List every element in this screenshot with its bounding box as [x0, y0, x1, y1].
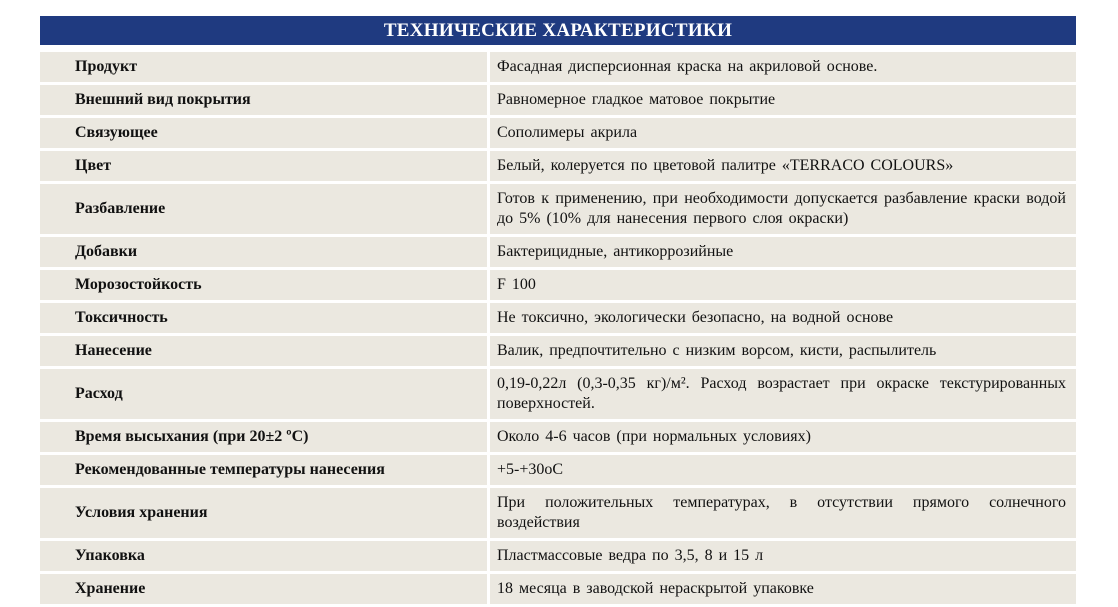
param-value: Белый, колеруется по цветовой палитре «TERRACO COLOURS» [490, 151, 1076, 184]
param-value: 18 месяца в заводской нераскрытой упаковке [490, 574, 1076, 607]
param-value: При положительных температурах, в отсутствии прямого солнечного воздействия [490, 488, 1076, 541]
table-title: ТЕХНИЧЕСКИЕ ХАРАКТЕРИСТИКИ [40, 16, 1076, 45]
param-value: Сополимеры акрила [490, 118, 1076, 151]
table-row [40, 52, 1076, 85]
param-value: Равномерное гладкое матовое покрытие [490, 85, 1076, 118]
param-label: Разбавление [40, 184, 490, 237]
table-row [40, 574, 1076, 607]
param-label: Продукт [40, 52, 490, 85]
param-value: Валик, предпочтительно с низким ворсом, кисти, распылитель [490, 336, 1076, 369]
param-label: Морозостойкость [40, 270, 490, 303]
table-row [40, 422, 1076, 455]
spec-table [40, 52, 1076, 607]
table-row [40, 336, 1076, 369]
table-row [40, 541, 1076, 574]
table-row [40, 270, 1076, 303]
table-row [40, 455, 1076, 488]
param-label: Добавки [40, 237, 490, 270]
table-row [40, 488, 1076, 541]
param-label: Рекомендованные температуры нанесения [40, 455, 490, 488]
spec-table-container [40, 16, 1076, 607]
table-row [40, 237, 1076, 270]
param-value: Не токсично, экологически безопасно, на водной основе [490, 303, 1076, 336]
param-value: F 100 [490, 270, 1076, 303]
param-label: Внешний вид покрытия [40, 85, 490, 118]
param-value: Пластмассовые ведра по 3,5, 8 и 15 л [490, 541, 1076, 574]
table-row [40, 118, 1076, 151]
table-row [40, 303, 1076, 336]
param-value: Готов к применению, при необходимости допускается разбавление краски водой до 5% (10% для нанесения первого слоя окраски) [490, 184, 1076, 237]
param-value: Фасадная дисперсионная краска на акриловой основе. [490, 52, 1076, 85]
param-label: Нанесение [40, 336, 490, 369]
param-label: Цвет [40, 151, 490, 184]
param-label: Упаковка [40, 541, 490, 574]
param-label: Условия хранения [40, 488, 490, 541]
param-label: Расход [40, 369, 490, 422]
param-value: +5-+30оС [490, 455, 1076, 488]
table-row [40, 369, 1076, 422]
table-row [40, 151, 1076, 184]
param-label: Время высыхания (при 20±2 ºС) [40, 422, 490, 455]
param-label: Хранение [40, 574, 490, 607]
param-value: Около 4-6 часов (при нормальных условиях) [490, 422, 1076, 455]
param-value: Бактерицидные, антикоррозийные [490, 237, 1076, 270]
param-label: Связующее [40, 118, 490, 151]
param-label: Токсичность [40, 303, 490, 336]
table-row [40, 85, 1076, 118]
table-row [40, 184, 1076, 237]
param-value: 0,19-0,22л (0,3-0,35 кг)/м². Расход возрастает при окраске текстурированных поверхностей. [490, 369, 1076, 422]
